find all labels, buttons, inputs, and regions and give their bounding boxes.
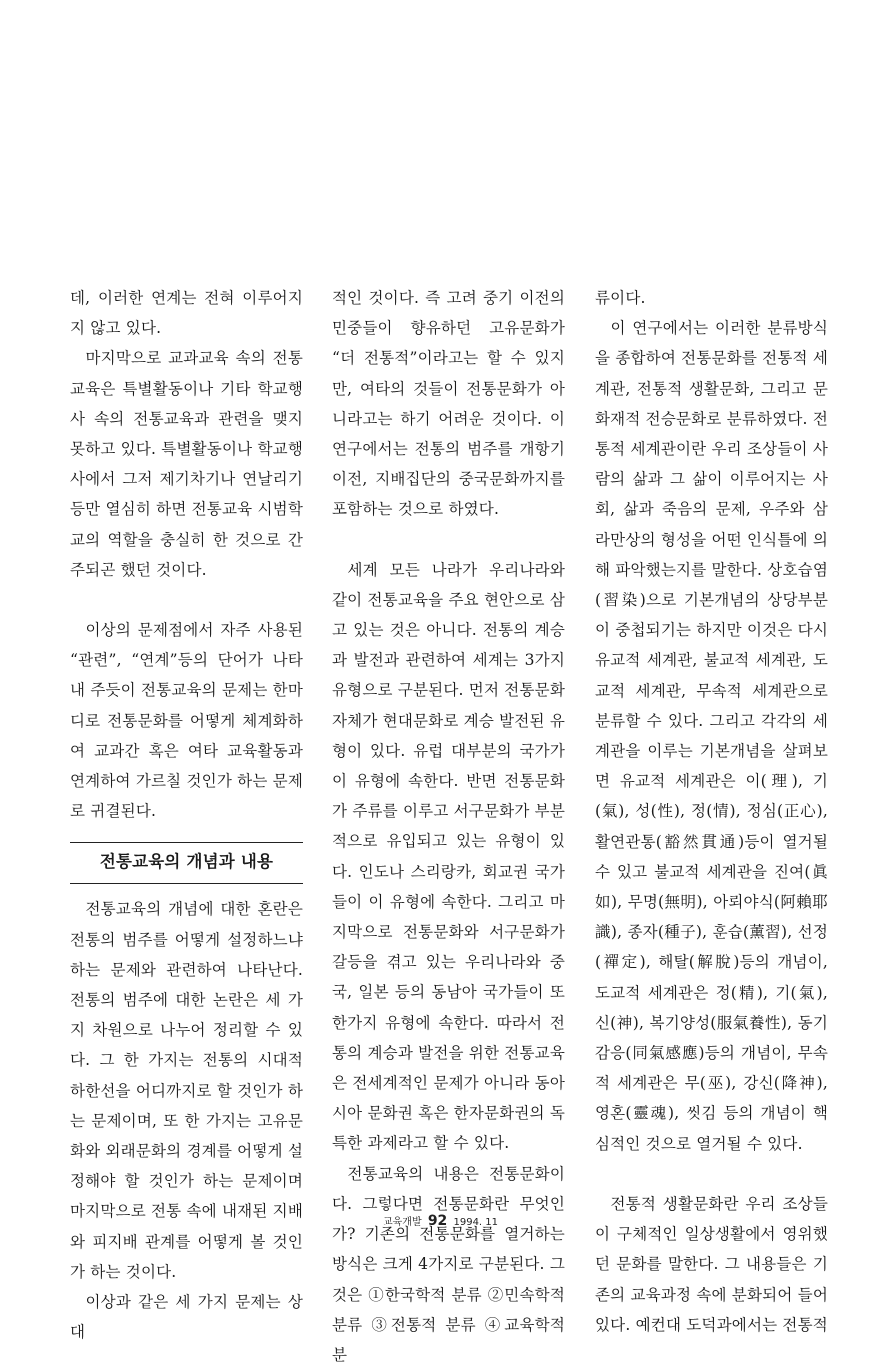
- journal-name: 교육개발: [382, 1217, 422, 1228]
- paragraph: 마지막으로 교과교육 속의 전통교육은 특별활동이나 기타 학교행사 속의 전통교육과 관련을 맺지 못하고 있다. 특별활동이나 학교행사에서 그저 제기차기나 연날리기 등만 열심히 하면 전통교육 시범학교의 역할을 충실히 한 것으로 간주되곤 했던 것이다.: [70, 349, 303, 579]
- paragraph: 이상의 문제점에서 자주 사용된 “관련”, “연계”등의 단어가 나타내 주듯이 전통교육의 문제는 한마디로 전통문화를 어떻게 체계화하여 교과간 혹은 여타 교육활동과 연계하여 가르칠 것인가 하는 문제로 귀결된다.: [70, 621, 303, 821]
- paragraph: 류이다.: [595, 289, 646, 307]
- page-footer: [0, 1213, 881, 1229]
- text-column-1: [70, 283, 303, 1348]
- issue-date: 1994. 11: [453, 1217, 499, 1228]
- text-column-2: [332, 283, 565, 1370]
- paragraph: 전통교육의 개념에 대한 혼란은 전통의 범주를 어떻게 설정하느냐 하는 문제와 관련하여 나타난다. 전통의 범주에 대한 논란은 세 가지 차원으로 나누어 정리할 수 있다. 그 한 가지는 전통의 시대적 하한선을 어디까지로 할 것인가 하는 문제이며, 또 한 가지는 고유문화와 외래문화의 경계를 어떻게 설정해야 할 것인가 하는 문제이며 마지막으로 전통 속에 내재된 지배와 피지배 관계를 어떻게 볼 것인가 하는 것이다.: [70, 900, 303, 1281]
- section-heading: 전통교육의 개념과 내용: [70, 842, 303, 884]
- paragraph: 데, 이러한 연계는 전혀 이루어지지 않고 있다.: [70, 289, 303, 338]
- paragraph: 이상과 같은 세 가지 문제는 상대: [70, 1293, 303, 1342]
- text-column-3: [595, 283, 828, 1340]
- paragraph: 이 연구에서는 이러한 분류방식을 종합하여 전통문화를 전통적 세계관, 전통적 생활문화, 그리고 문화재적 전승문화로 분류하였다. 전통적 세계관이란 우리 조상들이 사람의 삶과 그 삶이 이루어지는 사회, 삶과 죽음의 문제, 우주와 삼라만상의 형성을 어떤 인식틀에 의해 파악했는지를 말한다. 상호습염(習染)으로 기본개념의 상당부분이 중첩되기는 하지만 이것은 다시 유교적 세계관, 불교적 세계관, 도교적 세계관, 무속적 세계관으로 분류할 수 있다. 그리고 각각의 세계관을 이루는 기본개념을 살펴보면 유교적 세계관은 이(理), 기(氣), 성(性), 정(情), 정심(正心), 활연관통(豁然貫通)등이 열거될 수 있고 불교적 세계관을 진여(眞如), 무명(無明), 아뢰야식(阿賴耶識), 종자(種子), 훈습(薰習), 선정(禪定), 해탈(解脫)등의 개념이, 도교적 세계관은 정(精), 기(氣), 신(神), 복기양성(服氣養性), 동기감응(同氣感應)등의 개념이, 무속적 세계관은 무(巫), 강신(降神), 영혼(靈魂), 씻김 등의 개념이 핵심적인 것으로 열거될 수 있다.: [595, 319, 828, 1153]
- page-number: 92: [427, 1213, 448, 1229]
- paragraph: 세계 모든 나라가 우리나라와 같이 전통교육을 주요 현안으로 삼고 있는 것은 아니다. 전통의 계승과 발전과 관련하여 세계는 3가지 유형으로 구분된다. 먼저 전통문화 자체가 현대문화로 계승 발전된 유형이 있다. 유럽 대부분의 국가가 이 유형에 속한다. 반면 전통문화가 주류를 이루고 서구문화가 부분적으로 유입되고 있는 유형이 있다. 인도나 스리랑카, 회교권 국가들이 이 유형에 속한다. 그리고 마지막으로 전통문화와 서구문화가 갈등을 겪고 있는 우리나라와 중국, 일본 등의 동남아 국가들이 또 한가지 유형에 속한다. 따라서 전통의 계승과 발전을 위한 전통교육은 전세계적인 문제가 아니라 동아시아 문화권 혹은 한자문화권의 독특한 과제라고 할 수 있다.: [332, 560, 565, 1153]
- paragraph: 전통교육의 내용은 전통문화이다. 그렇다면 전통문화란 무엇인가? 기존의 전통문화를 열거하는 방식은 크게 4가지로 구분된다. 그것은 ①한국학적 분류 ②민속학적 분류 ③전통적 분류 ④교육학적 분: [332, 1164, 565, 1364]
- paragraph: 전통적 생활문화란 우리 조상들이 구체적인 일상생활에서 영위했던 문화를 말한다. 그 내용들은 기존의 교육과정 속에 분화되어 들어있다. 예컨대 도덕과에서는 전통적: [595, 1194, 828, 1334]
- paragraph: 적인 것이다. 즉 고려 중기 이전의 민중들이 향유하던 고유문화가 “더 전통적”이라고는 할 수 있지만, 여타의 것들이 전통문화가 아니라고는 하기 어려운 것이다. 이 연구에서는 전통의 범주를 개항기 이전, 지배집단의 중국문화까지를 포함하는 것으로 하였다.: [332, 289, 565, 519]
